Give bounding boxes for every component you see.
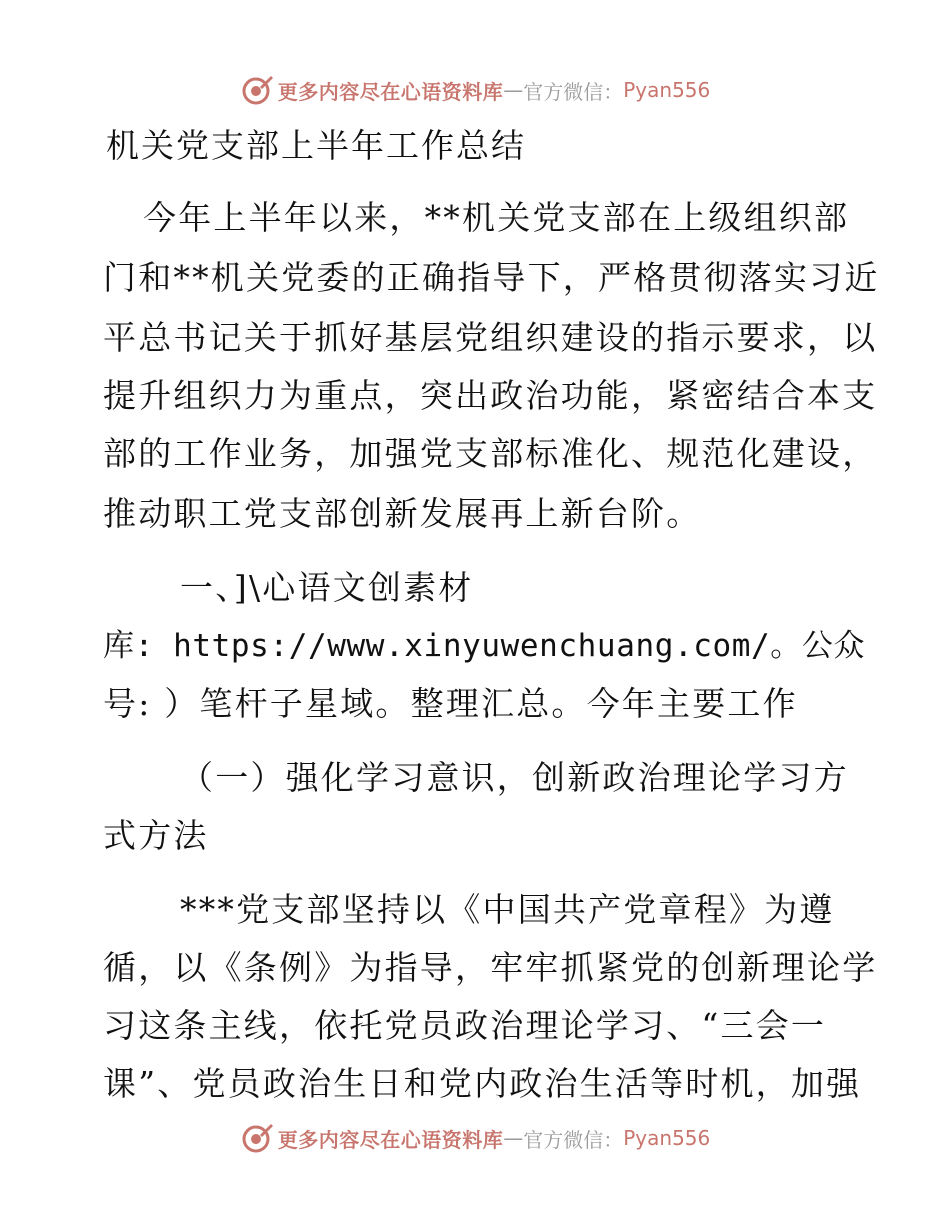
banner-site-text: 更多内容尽在心语资料库	[277, 79, 504, 104]
section-heading-line: 号: ）笔杆子星域。整理汇总。今年主要工作	[103, 684, 798, 723]
footer-banner	[0, 1118, 950, 1158]
section-heading-line: 一、]\心语文创素材	[180, 568, 474, 607]
subsection-heading-line: （一）强化学习意识，创新政治理论学习方	[180, 758, 849, 797]
paragraph-line: 习这条主线，依托党员政治理论学习、“三会一	[103, 1006, 827, 1045]
paragraph-line: 课”、党员政治生日和党内政治生活等时机，加强	[103, 1064, 862, 1103]
banner-wechat-label: 官方微信：	[523, 79, 624, 104]
pen-logo-icon	[240, 1121, 274, 1155]
paragraph-line: 今年上半年以来，**机关党支部在上级组织部	[143, 198, 850, 237]
paragraph-line: 循，以《条例》为指导，牢牢抓紧党的创新理论学	[103, 948, 878, 987]
paragraph-line: 推动职工党支部创新发展再上新台阶。	[103, 494, 702, 533]
document-title: 机关党支部上半年工作总结	[106, 126, 526, 165]
banner-wechat-label: 官方微信：	[523, 1127, 624, 1152]
paragraph-line: ***党支部坚持以《中国共产党章程》为遵	[180, 890, 835, 929]
paragraph-line: 平总书记关于抓好基层党组织建设的指示要求，以	[103, 318, 878, 357]
pen-logo-icon	[240, 73, 274, 107]
paragraph-line: 门和**机关党委的正确指导下，严格贯彻落实习近	[103, 258, 880, 297]
header-banner	[0, 70, 950, 110]
paragraph-line: 提升组织力为重点，突出政治功能，紧密结合本支	[103, 376, 878, 415]
subsection-heading-line: 式方法	[103, 816, 209, 855]
banner-wechat-id: Pyan556	[623, 78, 711, 102]
paragraph-line: 部的工作业务，加强党支部标准化、规范化建设，	[103, 434, 878, 473]
section-heading-line: 库: https://www.xinyuwenchuang.com/。公众	[103, 628, 866, 664]
banner-dash: —	[503, 1126, 524, 1150]
banner-wechat-id: Pyan556	[623, 1126, 711, 1150]
banner-site-text: 更多内容尽在心语资料库	[277, 1127, 504, 1152]
banner-dash: —	[503, 78, 524, 102]
